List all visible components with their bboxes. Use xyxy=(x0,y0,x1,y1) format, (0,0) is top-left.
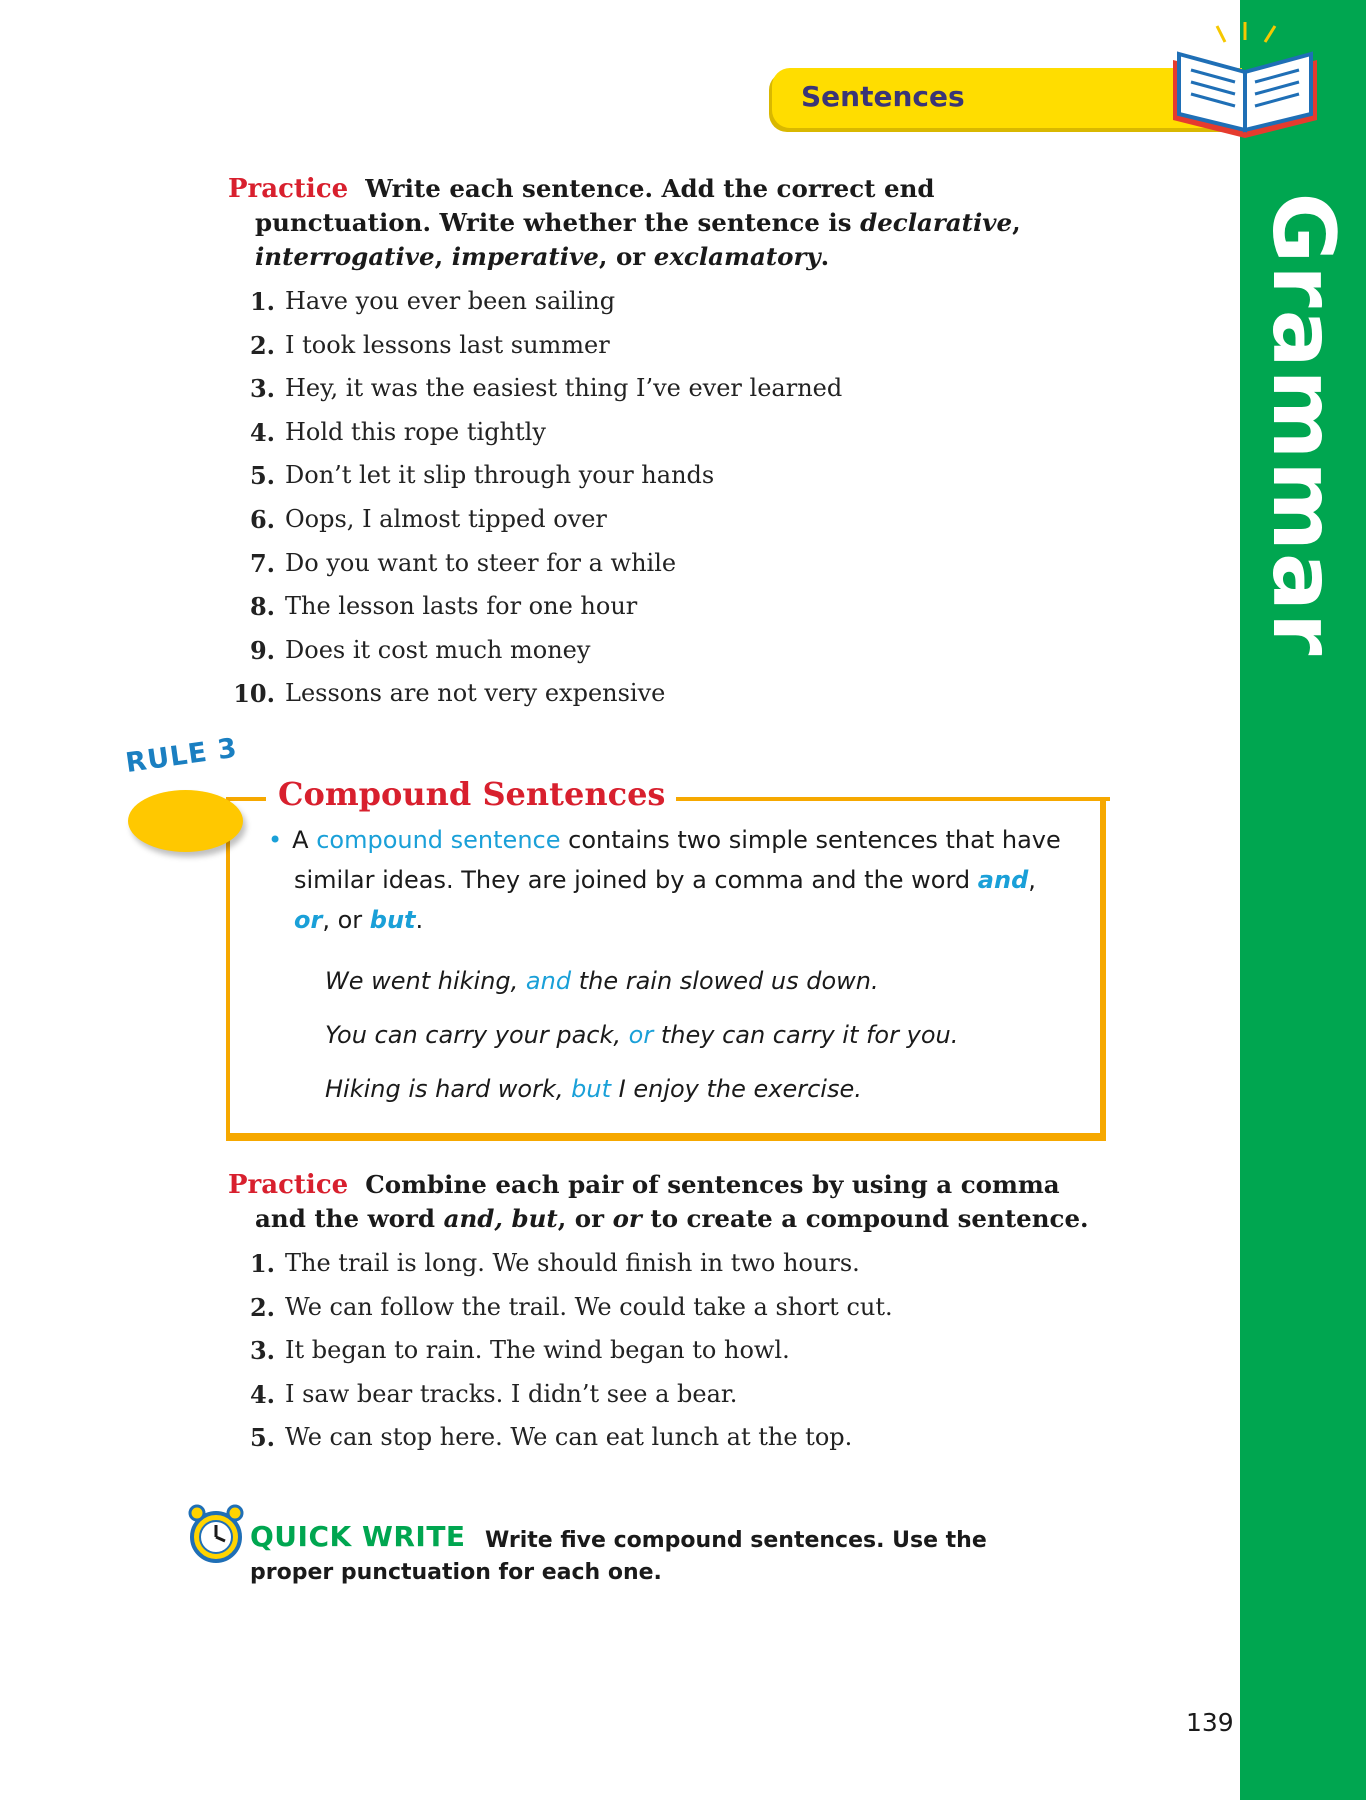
open-book-icon xyxy=(1165,20,1325,145)
example-sentence: Hiking is hard work, but I enjoy the exercise. xyxy=(325,1075,862,1103)
bullet-icon: • xyxy=(268,826,283,854)
list-item: 9. Does it cost much money xyxy=(249,635,591,665)
list-item: 7. Do you want to steer for a while xyxy=(249,548,677,578)
list-item: 8. The lesson lasts for one hour xyxy=(249,592,638,622)
practice-instruction: Practice Write each sentence. Add the correct end punctuation. Write whether the sentence is declarative, interrogative, imperative, or exclamatory. xyxy=(228,174,1021,271)
rule-examples xyxy=(268,954,1068,1116)
exercise-list xyxy=(228,280,1108,716)
practice-section-1 xyxy=(228,172,1108,716)
rule-badge xyxy=(128,790,243,852)
rule-label: RULE 3 xyxy=(123,732,240,779)
side-label: Grammar xyxy=(1253,192,1353,658)
practice-instruction: Practice Combine each pair of sentences by using a comma and the word and, but, or or to create a compound sentence. xyxy=(228,1170,1089,1233)
rule-definition: • A compound sentence contains two simple sentences that have similar ideas. They are joined by a comma and the word and, or, or but. xyxy=(268,826,1061,934)
example-sentence: We went hiking, and the rain slowed us down. xyxy=(325,967,879,995)
list-item: 1. Have you ever been sailing xyxy=(249,287,616,316)
rule-title: Compound Sentences xyxy=(272,775,671,813)
rule-box-top-left xyxy=(226,797,266,801)
practice-keyword: Practice xyxy=(228,1170,349,1200)
rule-box-top-right xyxy=(676,797,1110,801)
practice-keyword: Practice xyxy=(228,174,349,204)
list-item: 5. We can stop here. We can eat lunch at the top. xyxy=(249,1423,853,1453)
list-item: 5. Don’t let it slip through your hands xyxy=(249,461,715,491)
quick-write-title: QUICK WRITE xyxy=(250,1520,466,1553)
list-item: 6. Oops, I almost tipped over xyxy=(249,504,607,534)
rule-body xyxy=(268,820,1068,1116)
list-item: 2. We can follow the trail. We could take a short cut. xyxy=(249,1292,893,1322)
page-number: 139 xyxy=(1186,1708,1234,1737)
list-item: 2. I took lessons last summer xyxy=(249,330,610,360)
alarm-clock-icon xyxy=(185,1503,247,1565)
page-title: Sentences xyxy=(801,80,965,113)
list-item: 4. I saw bear tracks. I didn’t see a bear. xyxy=(249,1379,738,1409)
example-sentence: You can carry your pack, or they can carry it for you. xyxy=(325,1021,959,1049)
list-item: 3. It began to rain. The wind began to howl. xyxy=(249,1336,790,1366)
list-item: 1. The trail is long. We should finish in two hours. xyxy=(249,1249,860,1278)
quick-write-text: Write five compound sentences. Use the proper punctuation for each one. xyxy=(250,1528,987,1585)
list-item: 4. Hold this rope tightly xyxy=(249,417,546,447)
list-item: 10. Lessons are not very expensive xyxy=(233,679,666,709)
exercise-list xyxy=(228,1242,1108,1460)
list-item: 3. Hey, it was the easiest thing I’ve ever learned xyxy=(249,374,843,404)
practice-section-2 xyxy=(228,1168,1108,1460)
